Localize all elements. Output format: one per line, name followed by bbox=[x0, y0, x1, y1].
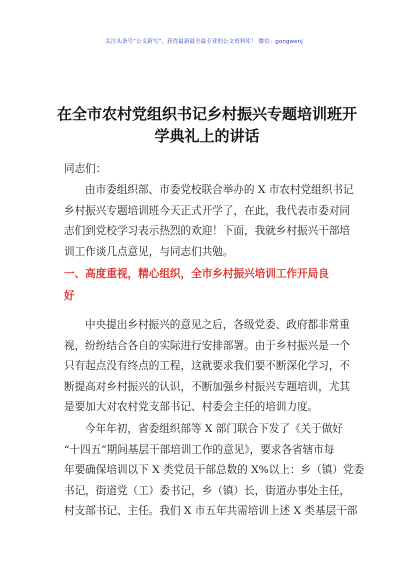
paragraph-line: 志们到党校学习表示热烈的欢迎！下面，我就乡村振兴干部培 bbox=[64, 225, 351, 238]
paragraph-line: 由市委组织部、市委党校联合举办的 X 市农村党组织书记 bbox=[85, 184, 354, 196]
paragraph-line: 断提高对乡村振兴的认识，不断加强乡村振兴专题培训，尤其 bbox=[64, 380, 351, 393]
document-title: 在全市农村党组织书记乡村振兴专题培训班开学典礼上的讲话 bbox=[56, 105, 357, 145]
paragraph-line: 书记，街道党（工）委书记，乡（镇）长，街道办事处主任， bbox=[64, 484, 351, 497]
paragraph-line: 是要加大对农村党支部书记、村委会主任的培训力度。 bbox=[64, 401, 319, 414]
paragraph-line: 视，纷纷结合各自的实际进行安排部署。由于乡村振兴是一个 bbox=[64, 339, 351, 352]
paragraph-1 bbox=[64, 180, 359, 262]
paragraph-line: 今年年初，省委组织部等 X 部门联合下发了《关于做好 bbox=[85, 423, 343, 435]
paragraph-line: 训工作谈几点意见，与同志们共勉。 bbox=[64, 245, 234, 258]
section-heading bbox=[64, 263, 360, 307]
paragraph-line: 年要确保培训以下 X 类党员干部总数的 X%以上：乡（镇）党委 bbox=[64, 464, 365, 477]
paragraph-3 bbox=[64, 419, 365, 522]
section-heading-line: 一、高度重视，精心组织，全市乡村振兴培训工作开局良 bbox=[64, 268, 329, 280]
paragraph-line: 中央提出乡村振兴的意见之后，各级党委、政府都非常重 bbox=[85, 319, 350, 331]
paragraph-2 bbox=[64, 315, 359, 418]
section-heading-line: 好 bbox=[64, 290, 75, 302]
paragraph-line: “十四五”期间基层干部培训工作的意见》，要求各省辖市每 bbox=[64, 443, 335, 456]
paragraph-line: 只有起点没有终点的工程，这就要求我们要不断深化学习，不 bbox=[64, 360, 351, 373]
paragraph-line: 村支部书记、主任。我们 X 市五年共需培训上述 X 类基层干部 bbox=[64, 505, 358, 518]
paragraph-line: 乡村振兴专题培训班今天正式开学了，在此，我代表市委对同 bbox=[64, 204, 351, 217]
salutation: 同志们： bbox=[64, 163, 107, 175]
header-note: 关注头条号“公文新写”，获得最新最全最专业的公文资料库！ 微信：gongwenj bbox=[105, 39, 303, 45]
